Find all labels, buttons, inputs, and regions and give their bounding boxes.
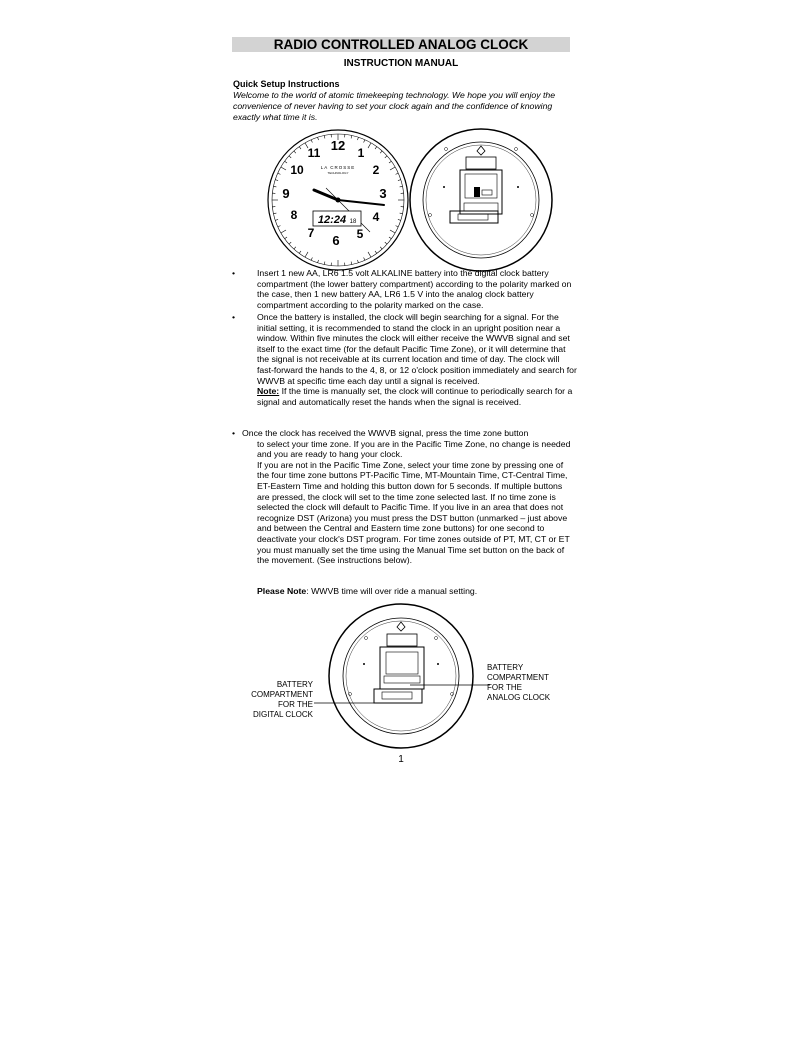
bullet-text-rest: to select your time zone. If you are in the Pacific Time Zone, no change is needed and you are ready to hang your clock. [257, 438, 571, 460]
clock-numeral-12: 12 [330, 138, 346, 153]
note-label: Note: [257, 386, 280, 397]
clock-numeral-7: 7 [307, 226, 315, 240]
clock-back-illustration [408, 127, 554, 273]
clock-numeral-10: 10 [290, 163, 304, 177]
clock-back-labeled-illustration [314, 600, 490, 752]
lcd-seconds: 18 [349, 219, 357, 225]
document-title: RADIO CONTROLLED ANALOG CLOCK [232, 37, 570, 52]
clock-brand: LA CROSSE [320, 165, 356, 170]
clock-numeral-1: 1 [357, 146, 365, 160]
bullet-insert-battery [232, 268, 577, 310]
clock-numeral-6: 6 [332, 233, 340, 248]
clock-numeral-11: 11 [307, 146, 321, 160]
label-digital-battery: BATTERY COMPARTMENT FOR THE DIGITAL CLOCK [251, 680, 313, 719]
bullet-marker: • [232, 268, 236, 278]
clock-front-illustration [266, 128, 410, 272]
bullet-text: Insert 1 new AA, LR6 1.5 volt ALKALINE battery into the digital clock battery compartment (the lower battery compartment) according to the polarity marked on the case, then 1 new battery AA, LR6 1.5 V into the analog clock battery compartment according to the polarity marked on the case. [257, 268, 572, 310]
note-text: If the time is manually set, the clock will continue to periodically search for a signal and automatically reset the hands when the signal is received. [257, 386, 573, 407]
please-note [257, 586, 477, 597]
quick-setup-heading: Quick Setup Instructions [233, 79, 340, 89]
label-analog-battery: BATTERY COMPARTMENT FOR THE ANALOG CLOCK [487, 663, 551, 702]
clock-numeral-4: 4 [372, 210, 380, 224]
bullet-text-first-line: Once the clock has received the WWVB signal, press the time zone button [242, 428, 529, 438]
intro-paragraph: Welcome to the world of atomic timekeeping technology. We hope you will enjoy the convenience of never having to set your clock again and the confidence of knowing exactly what time it is. [233, 90, 556, 122]
bullet-marker: • [232, 312, 236, 322]
clock-numeral-5: 5 [356, 227, 364, 241]
lcd-time: 12:24 [317, 214, 347, 226]
clock-numeral-2: 2 [372, 163, 380, 177]
bullet-time-zone [232, 428, 577, 566]
bullet-marker: • [232, 428, 236, 438]
bullet-signal-search [232, 312, 577, 407]
clock-numeral-8: 8 [290, 208, 298, 222]
clock-numeral-9: 9 [282, 186, 290, 201]
clock-numeral-3: 3 [379, 186, 387, 201]
time-zone-paragraph: If you are not in the Pacific Time Zone, select your time zone by pressing one of the four time zone buttons PT-Pacific Time, MT-Mountain Time, CT-Central Time, ET-Eastern Time and holding this button down for 5 seconds. If multiple buttons are pressed, the clock will set to the time zone selected last. If no time zone is selected the clock will default to Pacific Time. If you live in an area that does not recognize DST (Arizona) you must press the DST button (unmarked – just above and between the Central and Eastern time zone buttons) for one second to deactivate your clock's DST program. For time zones outside of PT, MT, CT or ET you must manually set the time using the Manual Time set button on the back of the movement. (See instructions below). [257, 459, 570, 566]
document-subtitle: INSTRUCTION MANUAL [343, 58, 459, 69]
page-number: 1 [398, 754, 404, 765]
clock-brand-sub: TECHNOLOGY [327, 171, 349, 175]
bullet-text: Once the battery is installed, the clock will begin searching for a signal. For the initial setting, it is recommended to stand the clock in an upright position near a window. Within five minutes the clock will either receive the WWVB signal and set itself to the exact time (for the default Pacific Time Zone), or it will determine that the signal is not receivable at its current location and time of day. The clock will fast-forward the hands to the 4, 8, or 12 o'clock position immediately and search for WWVB at specific time each day until a signal is received. [257, 312, 577, 386]
please-note-text: : WWVB time will over ride a manual setting. [306, 586, 478, 596]
please-note-label: Please Note [257, 586, 307, 596]
